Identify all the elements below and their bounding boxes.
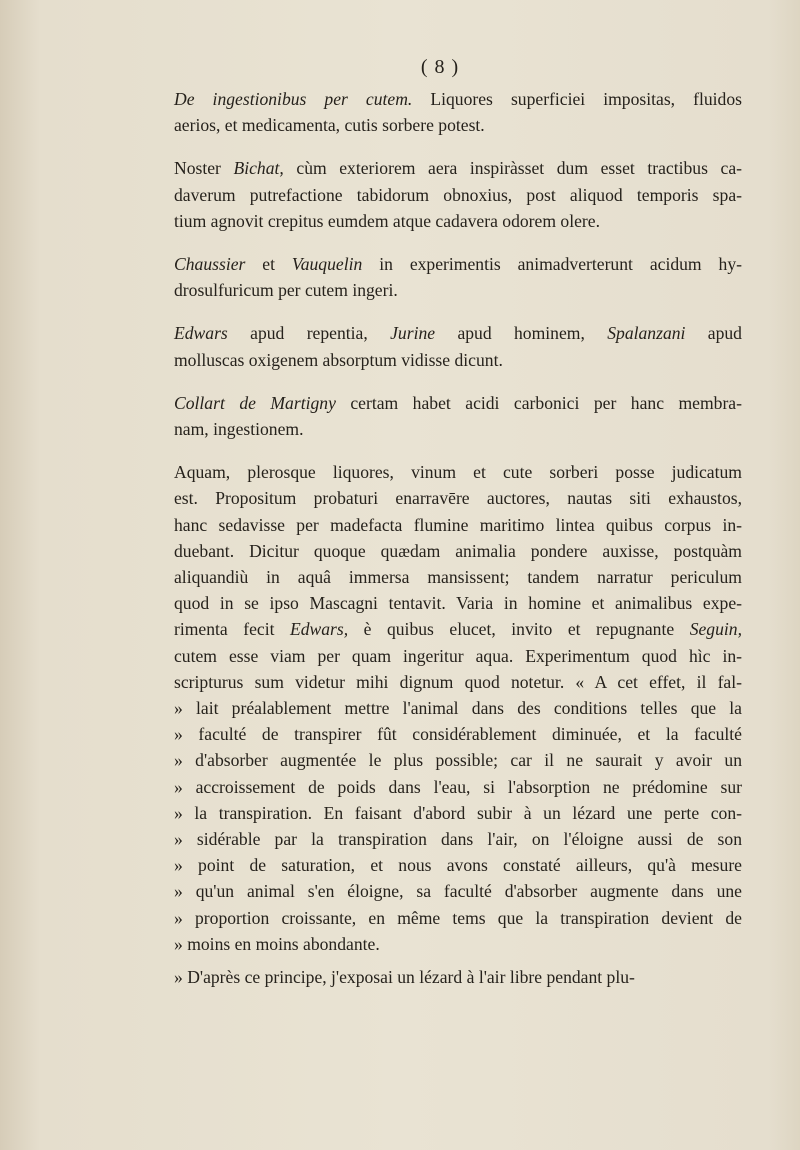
text-run: » qu'un animal s'en éloigne, sa faculté d'absorber augmente dans une (174, 881, 742, 902)
text-line (174, 826, 742, 852)
text-line (174, 390, 742, 416)
page-number: ( 8 ) (420, 56, 460, 78)
text-line (174, 774, 742, 800)
text-line (174, 251, 742, 277)
text-line (174, 512, 742, 538)
text-line (174, 416, 742, 442)
italic-name: Seguin, (689, 619, 742, 640)
text-run: scripturus sum videtur mihi dignum quod notetur. « A cet effet, il fal- (174, 671, 742, 692)
paragraph (174, 320, 742, 372)
text-body (174, 86, 742, 1007)
paragraph (174, 459, 742, 957)
text-run: drosulfuricum per cutem ingeri. (174, 280, 398, 301)
text-run: apud hominem, (435, 323, 608, 344)
text-line (174, 538, 742, 564)
text-run: è quibus elucet, invito et repugnante (348, 619, 690, 640)
text-line (174, 182, 742, 208)
text-run: » point de saturation, et nous avons constaté ailleurs, qu'à mesure (174, 855, 742, 876)
text-run: aerios, et medicamenta, cutis sorbere potest. (174, 115, 485, 136)
text-run: Liquores superficiei impositas, fluidos (412, 89, 742, 109)
text-line (174, 112, 742, 138)
text-run: duebant. Dicitur quoque quædam animalia pondere auxisse, postquàm (174, 540, 742, 561)
text-run: hanc sedavisse per madefacta flumine maritimo lintea quibus corpus in- (174, 514, 742, 535)
text-run: apud (685, 323, 742, 344)
text-run: et (245, 254, 292, 275)
text-run: quod in se ipso Mascagni tentavit. Varia in homine et animalibus expe- (174, 593, 742, 614)
text-line (174, 208, 742, 234)
text-run: cutem esse viam per quam ingeritur aqua. Experimentum quod hìc in- (174, 645, 742, 666)
text-run: molluscas oxigenem absorptum vidisse dicunt. (174, 349, 503, 370)
text-line (174, 695, 742, 721)
text-line (174, 800, 742, 826)
text-run: » d'absorber augmentée le plus possible; car il ne saurait y avoir un (174, 750, 742, 771)
text-line (174, 616, 742, 642)
text-line (174, 721, 742, 747)
text-line (174, 86, 742, 112)
text-line (174, 852, 742, 878)
text-run: » la transpiration. En faisant d'abord subir à un lézard une perte con- (174, 802, 742, 823)
text-run: apud repentia, (227, 323, 391, 344)
text-run: rimenta fecit (174, 619, 290, 640)
text-line (174, 347, 742, 373)
text-run: » accroissement de poids dans l'eau, si l'absorption ne prédomine sur (174, 776, 742, 797)
italic-name: Chaussier (174, 254, 246, 275)
text-run: est. Propositum probaturi enarravēre auctores, nautas siti exhaustos, (174, 488, 742, 509)
text-line (174, 931, 742, 957)
text-run: tium agnovit crepitus eumdem atque cadavera odorem olere. (174, 210, 600, 231)
text-run: in experimentis animadverterunt acidum hy- (362, 254, 742, 275)
italic-name: Edwars, (289, 619, 349, 640)
text-run: Noster (174, 158, 234, 179)
paragraph (174, 964, 742, 990)
text-run: nam, ingestionem. (174, 419, 304, 440)
text-line (174, 277, 742, 303)
text-run: aliquandiù in aquâ immersa mansissent; tandem narratur periculum (174, 567, 742, 588)
paragraph (174, 86, 742, 138)
text-line (174, 155, 742, 181)
paragraph (174, 155, 742, 234)
text-run: cùm exteriorem aera inspiràsset dum esset tractibus ca- (283, 158, 742, 179)
text-run: certam habet acidi carbonici per hanc membra- (335, 392, 742, 413)
italic-name: Collart de Martigny (174, 392, 336, 413)
text-run: daverum putrefactione tabidorum obnoxius, post aliquod temporis spa- (174, 184, 742, 205)
text-line (174, 564, 742, 590)
text-line (174, 643, 742, 669)
italic-name: Jurine (390, 323, 436, 344)
text-line (174, 964, 742, 990)
text-run: » faculté de transpirer fût considérablement diminuée, et la faculté (174, 724, 742, 745)
text-line (174, 905, 742, 931)
text-line (174, 485, 742, 511)
italic-name: Vauquelin (291, 254, 363, 275)
text-line (174, 669, 742, 695)
italic-name: Edwars (174, 323, 228, 344)
text-run: » proportion croissante, en même tems que la transpiration devient de (174, 907, 742, 928)
text-line (174, 459, 742, 485)
italic-name: Spalanzani (607, 323, 686, 344)
italic-name: Bichat, (233, 158, 284, 179)
text-run: » moins en moins abondante. (174, 933, 380, 954)
text-line (174, 747, 742, 773)
text-run: Aquam, plerosque liquores, vinum et cute sorberi posse judicatum (174, 462, 742, 483)
text-run: » D'après ce principe, j'exposai un lézard à l'air libre pendant plu- (174, 967, 635, 988)
italic-name: De ingestionibus per cutem. (174, 89, 413, 109)
text-run: » sidérable par la transpiration dans l'air, on l'éloigne aussi de son (174, 829, 742, 850)
text-line (174, 878, 742, 904)
text-line (174, 320, 742, 346)
paragraph (174, 390, 742, 442)
text-line (174, 590, 742, 616)
text-run: » lait préalablement mettre l'animal dans des conditions telles que la (174, 698, 742, 719)
paragraph (174, 251, 742, 303)
